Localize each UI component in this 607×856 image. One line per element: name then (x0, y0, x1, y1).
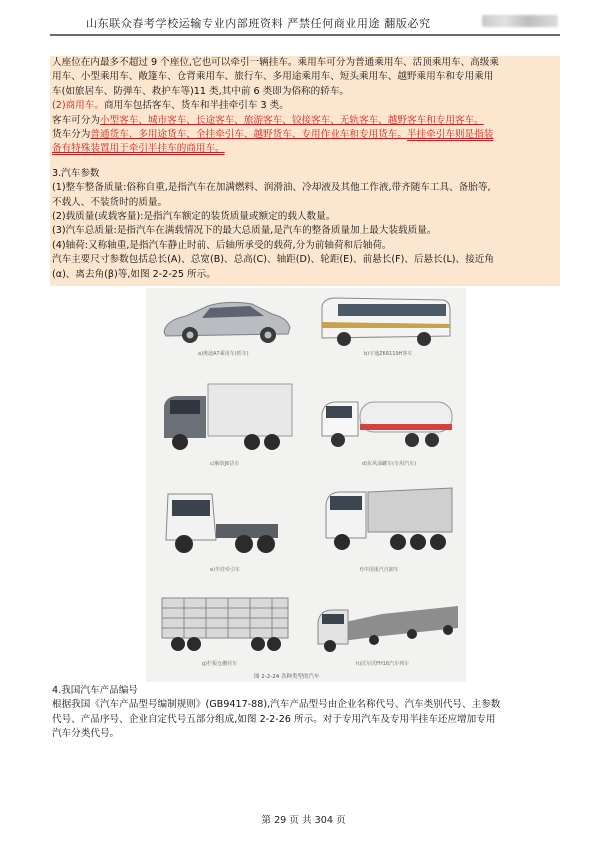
road-train-image (312, 588, 462, 660)
param-item: 不载人、不装货时的质量。 (52, 196, 168, 208)
truck-line (52, 128, 560, 142)
commercial-heading: (2)商用车。 (52, 100, 104, 112)
bus-list: 小型客车、城市客车、长途客车、旅游客车、铰接客车、无轨客车、越野客车和专用客车。 (99, 114, 484, 126)
caption-h: h)沃尔沃FH16汽车列车 (356, 661, 410, 667)
commercial-text: 商用车包括客车、货车和半挂牵引车 3 类。 (103, 100, 289, 112)
figure-title: 图 2-2-24 各种类型的汽车 (254, 674, 320, 680)
vehicle-figure (146, 288, 466, 682)
header-text: 山东联众春考学校运输专业内部班资料 严禁任何商业用途 翻版必究 (86, 17, 431, 30)
param-item: (2)载质量(或载客量):是指汽车额定的装货质量或额定的载人数量。 (52, 211, 336, 223)
dims-text: 汽车主要尺寸参数包括总长(A)、总宽(B)、总高(C)、轴距(D)、轮距(E)、前悬长(F)、后悬长(L)、接近角 (52, 254, 494, 266)
caption-b: b)宇通ZK6119H客车 (364, 351, 413, 357)
section-heading: 4.我国汽车产品编号 (52, 685, 138, 696)
paragraph-line: 汽车分类代号。 (52, 728, 120, 740)
bus-image (316, 292, 456, 348)
tanker-image (316, 390, 456, 454)
param-item: (4)轴荷:又称轴重,是指汽车静止时前、后轴所承受的载荷,分为前轴荷和后轴荷。 (52, 239, 392, 251)
param-item: (1)整车整备质量:俗称自重,是指汽车在加满燃料、润滑油、冷却液及其他工作液,带齐随车工具、备胎等, (52, 182, 491, 194)
param-item: (3)汽车总质量:是指汽车在满载情况下的最大总质量,是汽车的整备质量加上最大装载质量。 (52, 225, 437, 237)
bus-prefix: 客车可分为 (52, 114, 100, 126)
caption-c: c)解放J6货车 (210, 461, 240, 467)
caption-g: g)栏板仓栅挂车 (202, 661, 238, 667)
page-header (50, 6, 560, 36)
paragraph-line: 代号、产品序号、企业自定代号五部分组成,如图 2-2-26 所示。对于专用汽车及专用半挂车还应增加专用 (52, 713, 496, 725)
commercial-vehicle-line (52, 99, 560, 113)
paragraph-line: 人座位在内最多不超过 9 个座位,它也可以牵引一辆挂车。乘用车可分为普通乘用车、活顶乘用车、高级乘 (52, 57, 499, 68)
bottom-section (52, 684, 560, 742)
caption-e: e)半挂牵引车 (210, 567, 241, 573)
truck-prefix: 货车分为 (52, 129, 91, 141)
dims-text: (α)、离去角(β)等,如图 2-2-25 所示。 (52, 268, 216, 280)
section-heading: 3.汽车参数 (52, 167, 100, 179)
dump-truck-image (318, 480, 458, 564)
paragraph-line: 车(如旅居车、防弹车、救护车等)11 类,其中前 6 类即为俗称的轿车。 (52, 85, 350, 97)
page-number: 第 29 页 共 304 页 (261, 815, 346, 826)
paragraph-line: 根据我国《汽车产品型号编制规则》(GB9417-88),汽车产品型号由企业名称代号、汽车类别代号、主参数 (52, 699, 501, 711)
paragraph-line: 用车、小型乘用车、敞篷车、仓背乘用车、旅行车、多用途乘用车、短头乘用车、越野乘用车和专用乘用 (52, 71, 494, 83)
bus-line (52, 114, 560, 128)
semi-trailer-text-1: 半挂牵引车则是指装 (406, 129, 494, 141)
watermark-blur (482, 15, 558, 27)
caption-f: f)中国重汽自卸车 (360, 567, 399, 573)
car-image (156, 294, 296, 346)
tractor-image (158, 484, 288, 564)
truck-image (156, 380, 296, 456)
semi-trailer-text-2: 备有特殊装置用于牵引半挂车的商用车。 (52, 143, 225, 155)
caption-a: a)奥迪A7乘用车(轿车) (198, 351, 249, 357)
top-section (52, 56, 560, 282)
stake-trailer-image (154, 588, 294, 660)
caption-d: d)东风油罐车(专用汽车) (362, 461, 417, 467)
semi-line (52, 142, 560, 156)
truck-list: 普通货车、多用途货车、全挂牵引车、越野货车、专用作业车和专用货车。 (90, 129, 407, 141)
